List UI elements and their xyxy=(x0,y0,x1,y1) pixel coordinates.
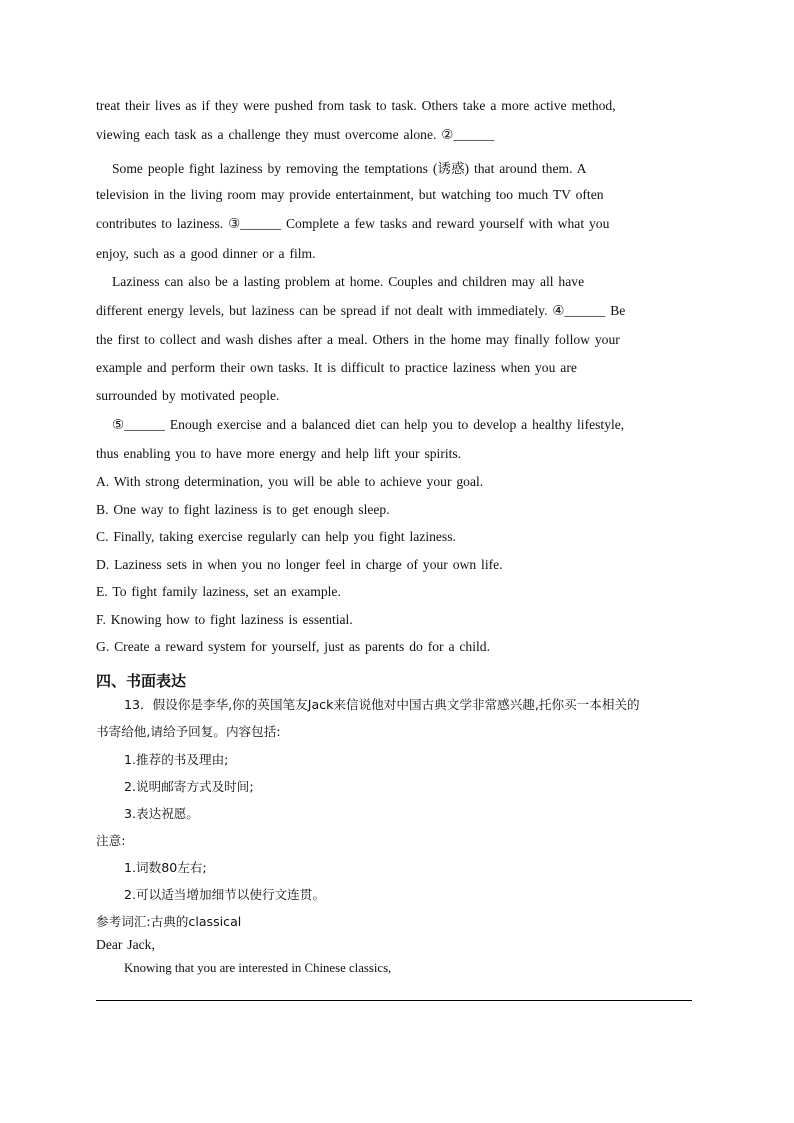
question-point: 2.说明邮寄方式及时间; xyxy=(124,779,254,794)
option-item: D. Laziness sets in when you no longer feel in charge of your own life. xyxy=(96,557,503,572)
question-point: 3.表达祝愿。 xyxy=(124,806,199,821)
section-title: 四、书面表达 xyxy=(96,672,187,690)
option-item: B. One way to fight laziness is to get enough sleep. xyxy=(96,502,390,517)
option-item: E. To fight family laziness, set an example. xyxy=(96,584,341,599)
passage-line: Some people fight laziness by removing the temptations (诱惑) that around them. A xyxy=(112,161,587,176)
option-item: A. With strong determination, you will be able to achieve your goal. xyxy=(96,474,484,489)
note-item: 2.可以适当增加细节以使行文连贯。 xyxy=(124,887,325,902)
passage-line: different energy levels, but laziness can be spread if not dealt with immediately. ④______ Be xyxy=(96,303,626,318)
passage-line: example and perform their own tasks. It is difficult to practice laziness when you are xyxy=(96,360,577,375)
passage-line: television in the living room may provide entertainment, but watching too much TV often xyxy=(96,187,604,202)
passage-line: the first to collect and wash dishes after a meal. Others in the home may finally follow your xyxy=(96,332,620,347)
answer-line xyxy=(96,1000,692,1001)
question-text: 13．假设你是李华,你的英国笔友Jack来信说他对中国古典文学非常感兴趣,托你买一本相关的 xyxy=(124,697,640,712)
option-item: G. Create a reward system for yourself, just as parents do for a child. xyxy=(96,639,490,654)
letter-opening: Knowing that you are interested in Chinese classics, xyxy=(124,961,392,975)
question-point: 1.推荐的书及理由; xyxy=(124,752,229,767)
passage-line: enjoy, such as a good dinner or a film. xyxy=(96,246,316,261)
question-text: 书寄给他,请给予回复。内容包括: xyxy=(96,724,281,739)
option-item: C. Finally, taking exercise regularly can help you fight laziness. xyxy=(96,529,456,544)
option-item: F. Knowing how to fight laziness is essential. xyxy=(96,612,353,627)
note-label: 注意: xyxy=(96,833,126,848)
passage-line: viewing each task as a challenge they must overcome alone. ②______ xyxy=(96,127,495,142)
note-item: 1.词数80左右; xyxy=(124,860,207,875)
letter-salutation: Dear Jack, xyxy=(96,937,155,952)
passage-line: Laziness can also be a lasting problem at home. Couples and children may all have xyxy=(112,274,585,289)
passage-line: treat their lives as if they were pushed from task to task. Others take a more active method, xyxy=(96,98,616,113)
passage-line: contributes to laziness. ③______ Complete a few tasks and reward yourself with what you xyxy=(96,216,610,231)
passage-line: ⑤______ Enough exercise and a balanced diet can help you to develop a healthy lifestyle, xyxy=(112,417,625,432)
vocab-hint: 参考词汇:古典的classical xyxy=(96,914,242,929)
passage-line: surrounded by motivated people. xyxy=(96,388,280,403)
passage-line: thus enabling you to have more energy and help lift your spirits. xyxy=(96,446,462,461)
